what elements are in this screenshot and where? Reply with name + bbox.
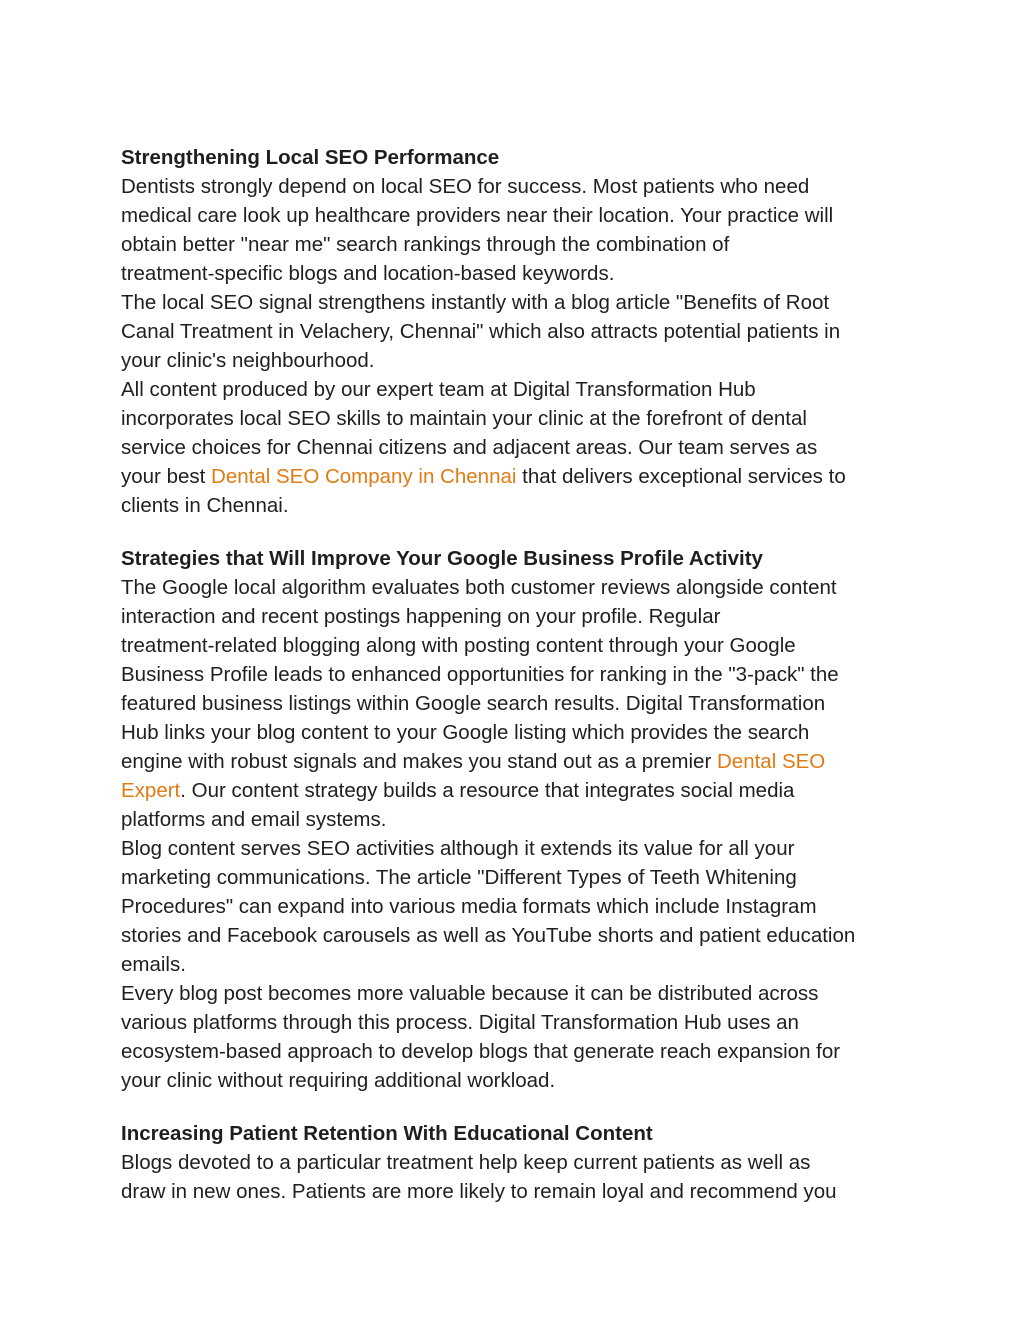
paragraph-text: . Our content strategy builds a resource that integrates social media platforms and email systems. (121, 779, 795, 831)
paragraph: The local SEO signal strengthens instantly with a blog article "Benefits of Root Canal Treatment in Velachery, Chennai" which also attracts potential patients in your clinic's neighbourhood. (121, 291, 841, 372)
section-google-business-profile (121, 544, 911, 1095)
paragraph-text: that delivers exceptional services to clients in Chennai. (121, 465, 846, 517)
paragraph: Blog content serves SEO activities although it extends its value for all your marketing communications. The article "Different Types of Teeth Whitening Procedures" can expand into various media formats which include Instagram stories and Facebook carousels as well as YouTube shorts and patient education emails. (121, 837, 856, 976)
section-heading: Increasing Patient Retention With Educational Content (121, 1122, 653, 1145)
section-heading: Strategies that Will Improve Your Google Business Profile Activity (121, 547, 763, 570)
section-patient-retention (121, 1119, 911, 1206)
dental-seo-company-link[interactable]: Dental SEO Company in Chennai (211, 465, 517, 488)
paragraph: Every blog post becomes more valuable because it can be distributed across various platforms through this process. Digital Transformation Hub uses an ecosystem-based approach to develop blogs that generate reach expansion for your clinic without requiring additional workload. (121, 982, 841, 1092)
paragraph (121, 375, 911, 520)
document-page (121, 143, 911, 1230)
paragraph: Blogs devoted to a particular treatment help keep current patients as well as draw in new ones. Patients are more likely to remain loyal and recommend you (121, 1151, 837, 1203)
section-heading: Strengthening Local SEO Performance (121, 146, 500, 169)
dental-seo-expert-link[interactable]: Dental SEO Expert (121, 750, 826, 802)
paragraph: Dentists strongly depend on local SEO for success. Most patients who need medical care look up healthcare providers near their location. Your practice will obtain better "near me" search rankings through the combination of treatment-specific blogs and location-based keywords. (121, 175, 834, 285)
paragraph-text: The Google local algorithm evaluates both customer reviews alongside content interaction and recent postings happening on your profile. Regular treatment-related blogging along with posting content through your Google Business Profile leads to enhanced opportunities for ranking in the "3-pack" the featured business listings within Google search results. Digital Transformation Hub links your blog content to your Google listing which provides the search engine with robust signals and makes you stand out as a premier (121, 576, 839, 773)
paragraph (121, 573, 911, 834)
section-local-seo (121, 143, 911, 520)
paragraph-text: All content produced by our expert team at Digital Transformation Hub incorporates local SEO skills to maintain your clinic at the forefront of dental service choices for Chennai citizens and adjacent areas. Our team serves as your best (121, 378, 818, 488)
